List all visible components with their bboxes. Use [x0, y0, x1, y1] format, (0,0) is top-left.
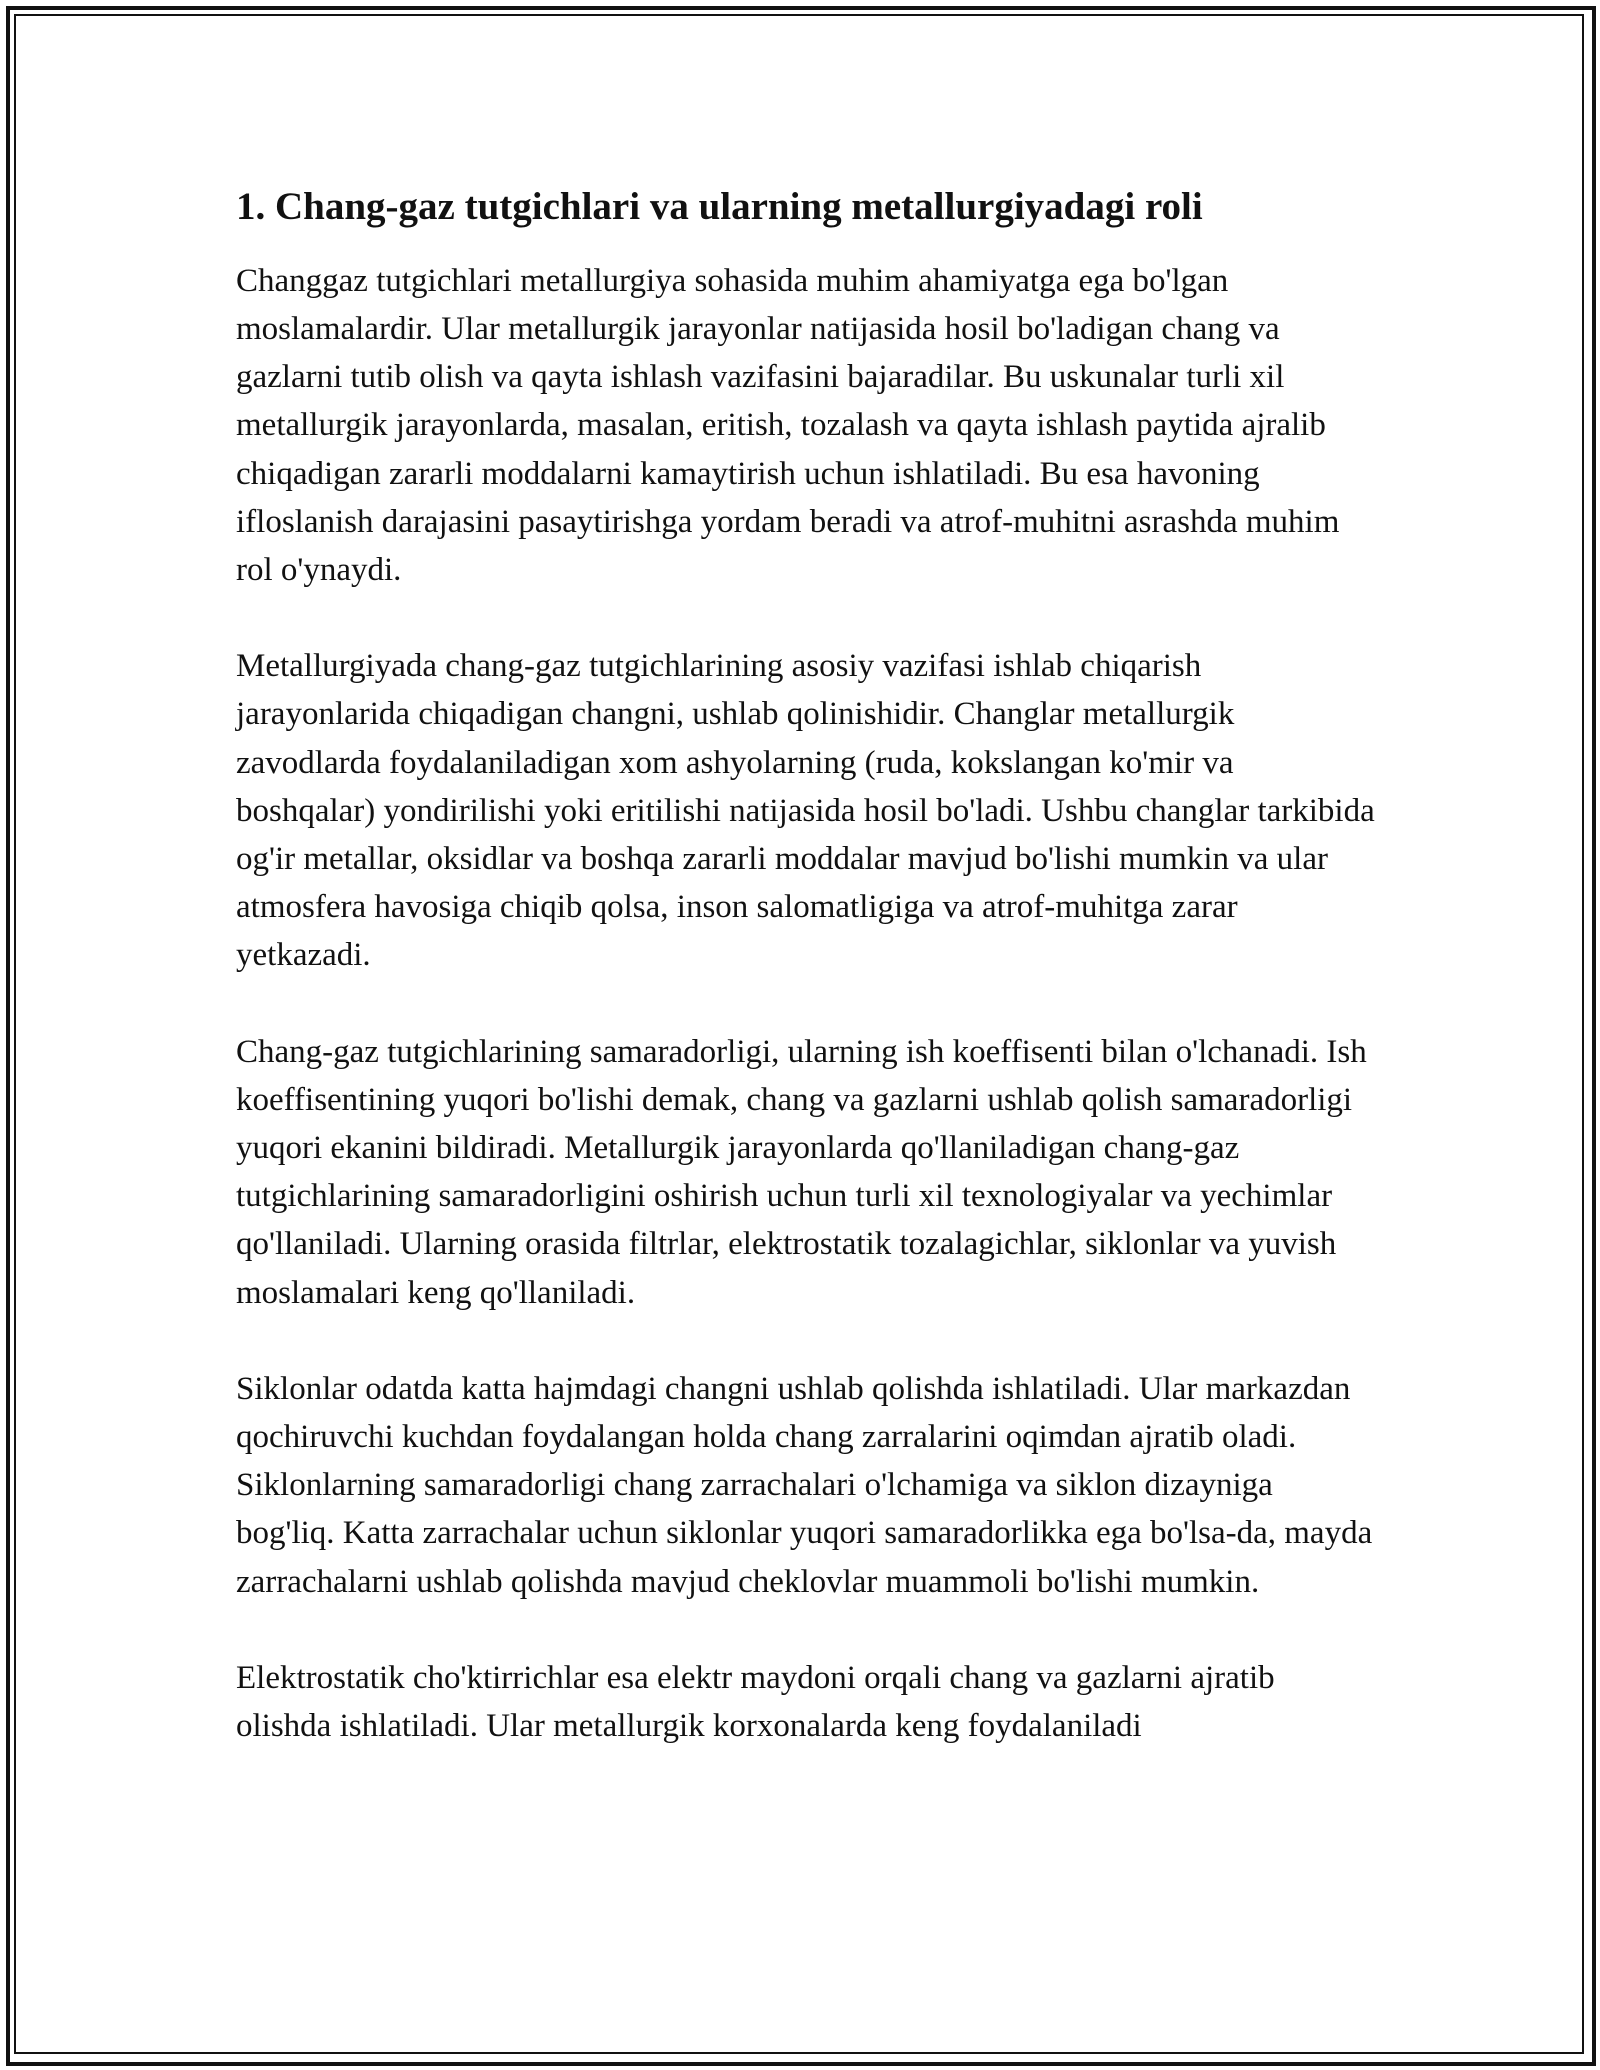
- paragraph-2: Metallurgiyada chang-gaz tutgichlarining asosiy vazifasi ishlab chiqarish jarayonlarida chiqadigan changni, ushlab qolinishidir. Changlar metallurgik zavodlarda foydalaniladigan xom ashyolarning (ruda, kokslangan ko'mir va boshqalar) yondirilishi yoki eritilishi natijasida hosil bo'ladi. Ushbu changlar tarkibida og'ir metallar, oksidlar va boshqa zararli moddalar mavjud bo'lishi mumkin va ular atmosfera havosiga chiqib qolsa, inson salomatligiga va atrof-muhitga zarar yetkazadi.: [236, 648, 1375, 974]
- document-body: [236, 184, 1376, 1750]
- paragraph-4: Siklonlar odatda katta hajmdagi changni ushlab qolishda ishlatiladi. Ular markazdan qochiruvchi kuchdan foydalangan holda chang zarralarini oqimdan ajratib oladi. Siklonlarning samaradorligi chang zarrachalari o'lchamiga va siklon dizayniga bog'liq. Katta zarrachalar uchun siklonlar yuqori samaradorlikka ega bo'lsa-da, mayda zarrachalarni ushlab qolishda mavjud cheklovlar muammoli bo'lishi mumkin.: [236, 1370, 1373, 1600]
- document-title: 1. Chang-gaz tutgichlari va ularning metallurgiyadagi roli: [236, 185, 1203, 228]
- paragraph-1: Changgaz tutgichlari metallurgiya sohasida muhim ahamiyatga ega bo'lgan moslamalardir. Ular metallurgik jarayonlar natijasida hosil bo'ladigan chang va gazlarni tutib olish va qayta ishlash vazifasini bajaradilar. Bu uskunalar turli xil metallurgik jarayonlarda, masalan, eritish, tozalash va qayta ishlash paytida ajralib chiqadigan zararli moddalarni kamaytirish uchun ishlatiladi. Bu esa havoning ifloslanish darajasini pasaytirishga yordam beradi va atrof-muhitni asrashda muhim rol o'ynaydi.: [236, 262, 1340, 589]
- paragraph-5: Elektrostatik cho'ktirrichlar esa elektr maydoni orqali chang va gazlarni ajratib olishda ishlatiladi. Ular metallurgik korxonalarda keng foydalaniladi: [236, 1659, 1275, 1745]
- paragraph-3: Chang-gaz tutgichlarining samaradorligi, ularning ish koeffisenti bilan o'lchanadi. Ish koeffisentining yuqori bo'lishi demak, chang va gazlarni ushlab qolish samaradorligi yuqori ekanini bildiradi. Metallurgik jarayonlarda qo'llaniladigan chang-gaz tutgichlarining samaradorligini oshirish uchun turli xil texnologiyalar va yechimlar qo'llaniladi. Ularning orasida filtrlar, elektrostatik tozalagichlar, siklonlar va yuvish moslamalari keng qo'llaniladi.: [236, 1033, 1367, 1311]
